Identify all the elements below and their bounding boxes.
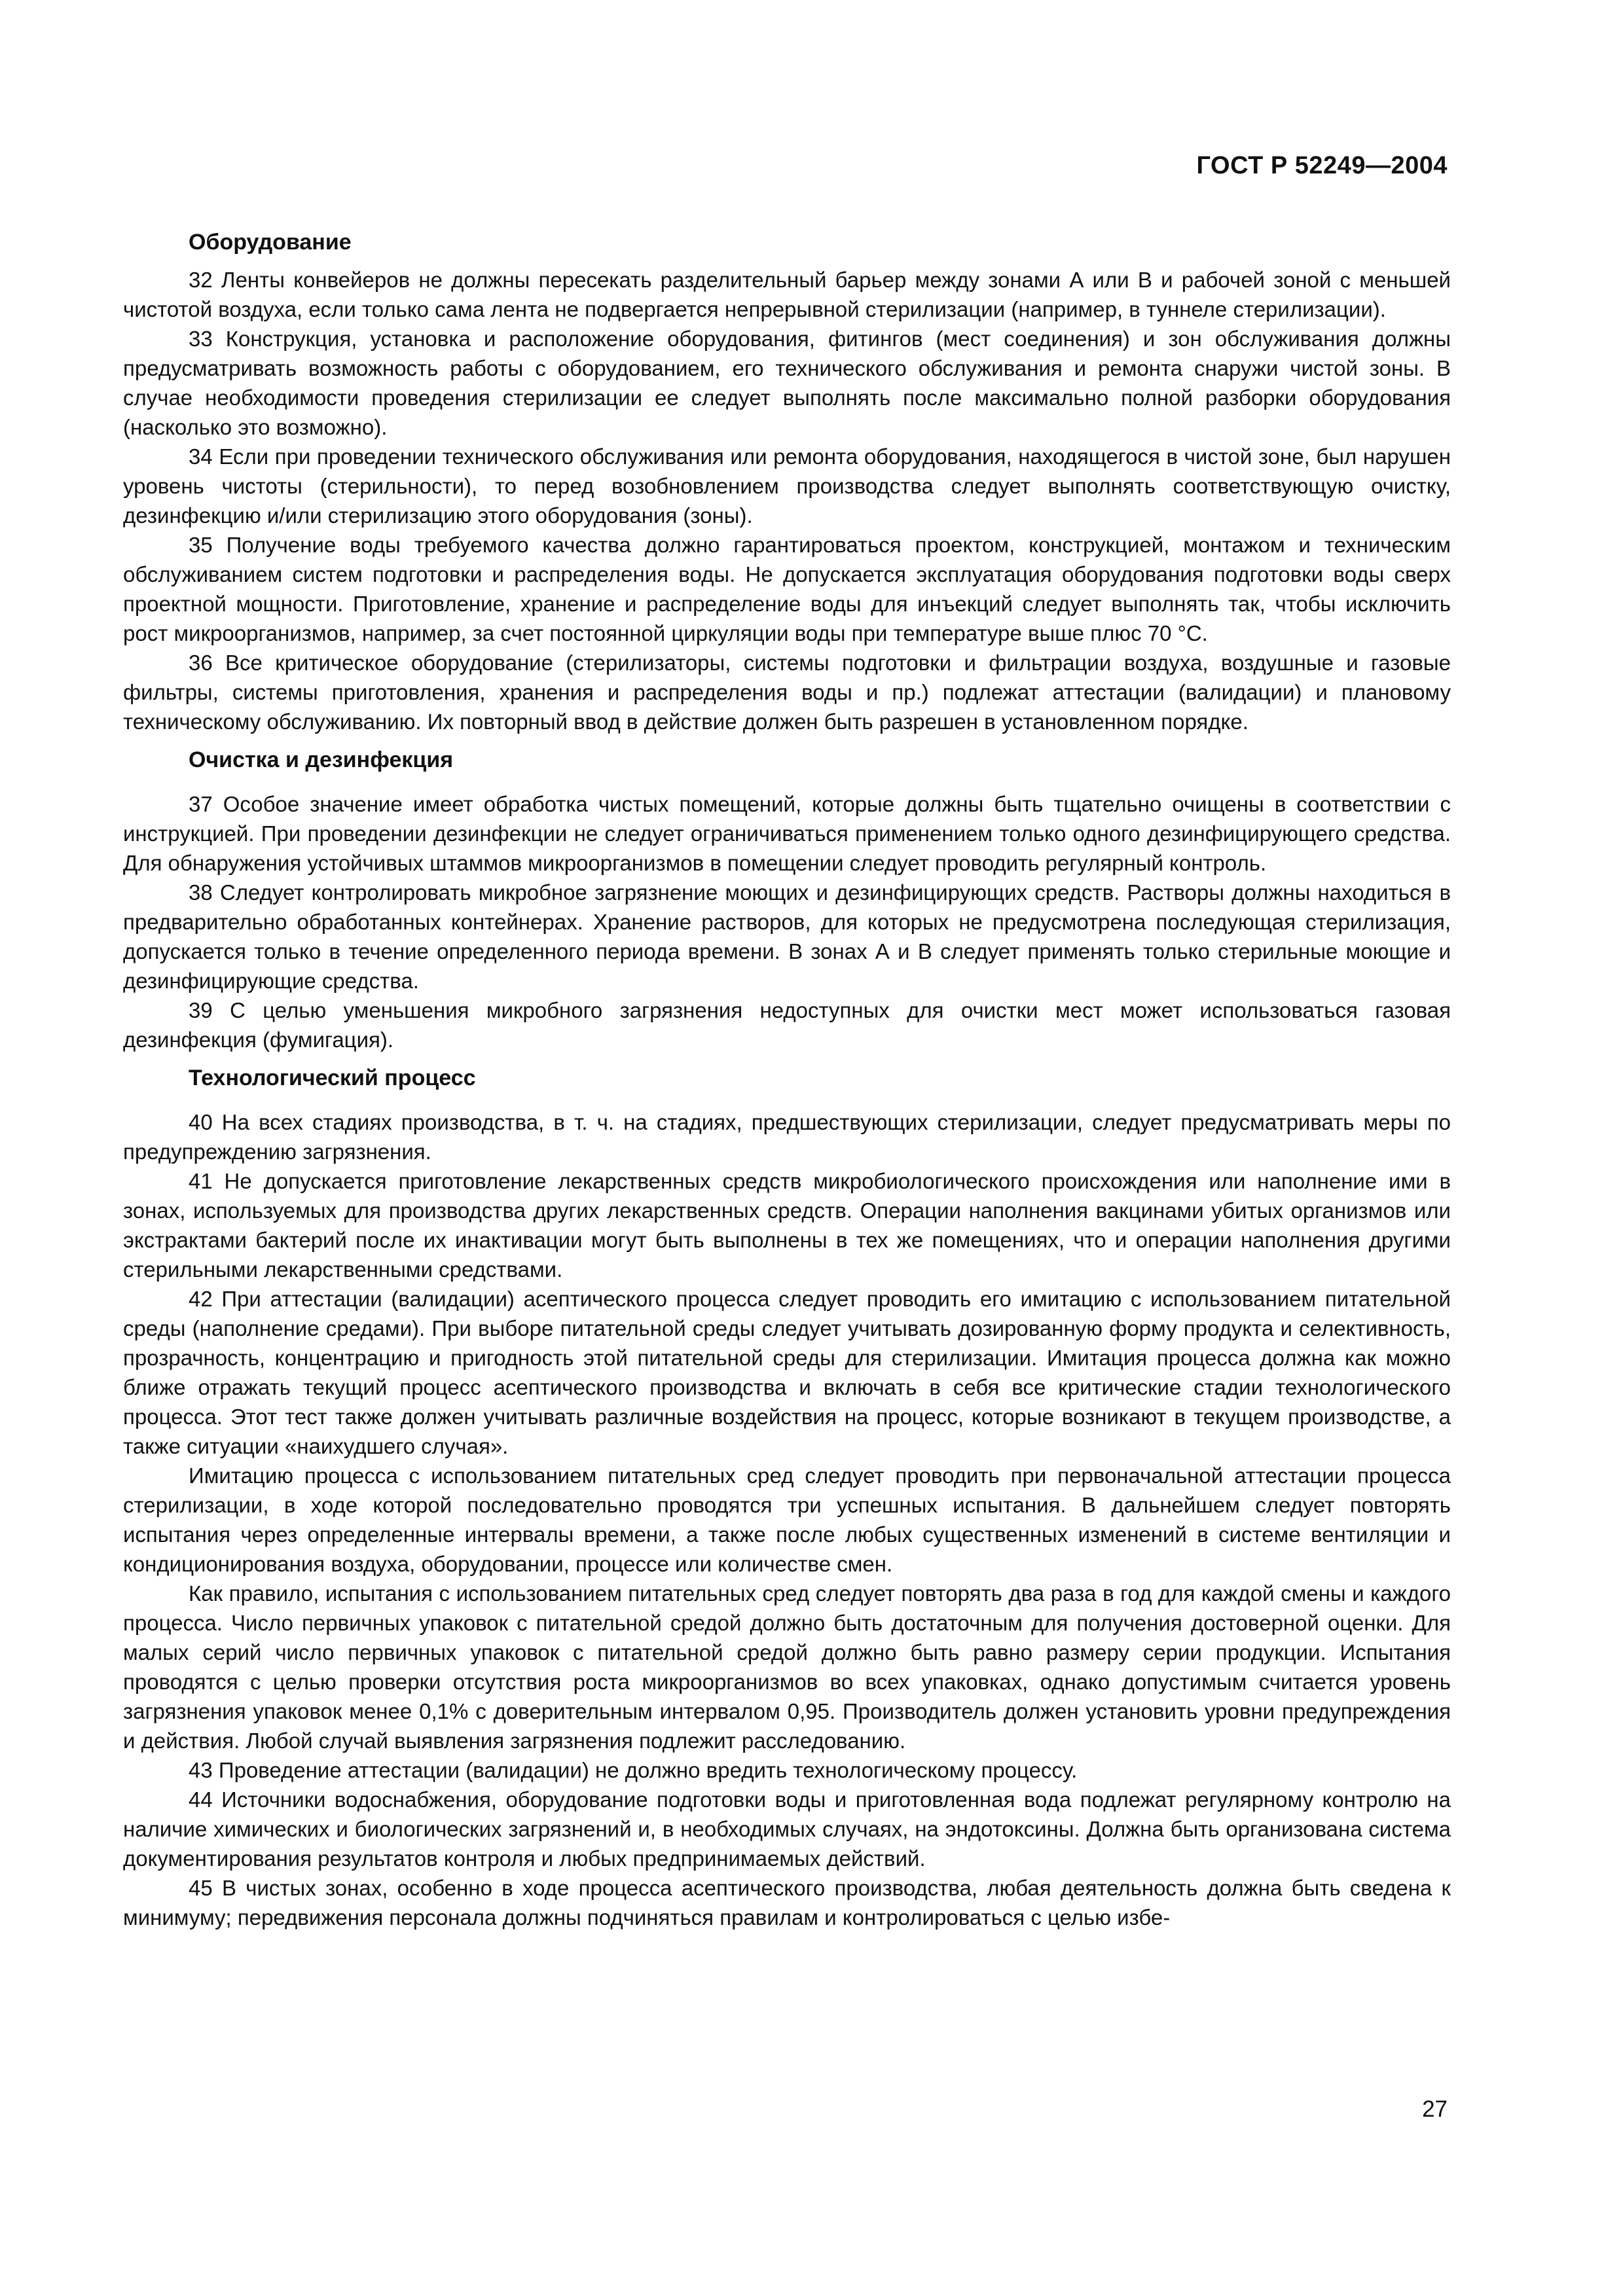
section-heading-cleaning: Очистка и дезинфекция: [189, 747, 454, 772]
page-number: 27: [1422, 2096, 1448, 2122]
paragraph: 42 При аттестации (валидации) асептического процесса следует проводить его имитацию с использованием питательной среды (наполнение средами). При выборе питательной среды следует учитывать дозированную форму продукта и селективность, прозрачность, концентрацию и пригодность этой питательной среды для стерилизации. Имитация процесса должна как можно ближе отражать текущий процесс асептического производства и включать в себя все критические стадии технологического процесса. Этот тест также должен учитывать различные воздействия на процесс, которые возникают в текущем производстве, а также ситуации «наихудшего случая».: [123, 1287, 1451, 1458]
paragraph: 45 В чистых зонах, особенно в ходе процесса асептического производства, любая деятельность должна быть сведена к минимуму; передвижения персонала должны подчиняться правилам и контролироваться с целью избе-: [123, 1876, 1451, 1929]
paragraph: 39 С целью уменьшения микробного загрязнения недоступных для очистки мест может использоваться газовая дезинфекция (фумигация).: [123, 998, 1451, 1052]
paragraph: 41 Не допускается приготовление лекарственных средств микробиологического происхождения или наполнение ими в зонах, используемых для производства других лекарственных средств. Операции наполнения вакцинами убитых организмов или экстрактами бактерий после их инактивации могут быть выполнены в тех же помещениях, что и операции наполнения другими стерильными лекарственными средствами.: [123, 1169, 1451, 1282]
paragraph: 43 Проведение аттестации (валидации) не должно вредить технологическому процессу.: [189, 1758, 1078, 1782]
paragraph: 35 Получение воды требуемого качества должно гарантироваться проектом, конструкцией, монтажом и техническим обслуживанием систем подготовки и распределения воды. Не допускается эксплуатация оборудования подготовки воды сверх проектной мощности. Приготовление, хранение и распределение воды для инъекций следует выполнять так, чтобы исключить рост микроорганизмов, например, за счет постоянной циркуляции воды при температуре выше плюс 70 °С.: [123, 533, 1451, 645]
document-code: ГОСТ Р 52249—2004: [1196, 152, 1448, 179]
document-body: [123, 228, 1451, 1932]
paragraph: 38 Следует контролировать микробное загрязнение моющих и дезинфицирующих средств. Растворы должны находиться в предварительно обработанных контейнерах. Хранение растворов, для которых не предусмотрена последующая стерилизация, допускается только в течение определенного периода времени. В зонах А и В следует применять только стерильные моющие и дезинфицирующие средства.: [123, 880, 1451, 993]
paragraph: 44 Источники водоснабжения, оборудование подготовки воды и приготовленная вода подлежат регулярному контролю на наличие химических и биологических загрязнений и, в необходимых случаях, на эндотоксины. Должна быть организована система документирования результатов контроля и любых предпринимаемых действий.: [123, 1787, 1451, 1871]
paragraph: Как правило, испытания с использованием питательных сред следует повторять два раза в год для каждой смены и каждого процесса. Число первичных упаковок с питательной средой должно быть достаточным для получения достоверной оценки. Для малых серий число первичных упаковок с питательной средой должно быть равно размеру серии продукции. Испытания проводятся с целью проверки отсутствия роста микроорганизмов во всех упаковках, однако допустимым считается уровень загрязнения упаковок менее 0,1% с доверительным интервалом 0,95. Производитель должен установить уровни предупреждения и действия. Любой случай выявления загрязнения подлежит расследованию.: [123, 1581, 1451, 1753]
section-heading-process: Технологический процесс: [189, 1066, 476, 1090]
paragraph: Имитацию процесса с использованием питательных сред следует проводить при первоначальной аттестации процесса стерилизации, в ходе которой последовательно проводятся три успешных испытания. В дальнейшем следует повторять испытания через определенные интервалы времени, а также после любых существенных изменений в системе вентиляции и кондиционирования воздуха, оборудовании, процессе или количестве смен.: [123, 1463, 1451, 1576]
section-heading-equipment: Оборудование: [189, 230, 352, 255]
paragraph: 34 Если при проведении технического обслуживания или ремонта оборудования, находящегося в чистой зоне, был нарушен уровень чистоты (стерильности), то перед возобновлением производства следует выполнять соответствующую очистку, дезинфекцию и/или стерилизацию этого оборудования (зоны).: [123, 444, 1451, 528]
paragraph: 40 На всех стадиях производства, в т. ч. на стадиях, предшествующих стерилизации, следует предусматривать меры по предупреждению загрязнения.: [123, 1110, 1451, 1164]
paragraph: 32 Ленты конвейеров не должны пересекать разделительный барьер между зонами А или В и рабочей зоной с меньшей чистотой воздуха, если только сама лента не подвергается непрерывной стерилизации (например, в туннеле стерилизации).: [123, 268, 1451, 321]
paragraph: 37 Особое значение имеет обработка чистых помещений, которые должны быть тщательно очищены в соответствии с инструкцией. При проведении дезинфекции не следует ограничиваться применением только одного дезинфицирующего средства. Для обнаружения устойчивых штаммов микроорганизмов в помещении следует проводить регулярный контроль.: [123, 792, 1451, 875]
paragraph: 33 Конструкция, установка и расположение оборудования, фитингов (мест соединения) и зон обслуживания должны предусматривать возможность работы с оборудованием, его технического обслуживания и ремонта снаружи чистой зоны. В случае необходимости проведения стерилизации ее следует выполнять после максимально полной разборки оборудования (насколько это возможно).: [123, 327, 1451, 439]
paragraph: 36 Все критическое оборудование (стерилизаторы, системы подготовки и фильтрации воздуха, воздушные и газовые фильтры, системы приготовления, хранения и распределения воды и пр.) подлежат аттестации (валидации) и плановому техническому обслуживанию. Их повторный ввод в действие должен быть разрешен в установленном порядке.: [123, 651, 1451, 734]
